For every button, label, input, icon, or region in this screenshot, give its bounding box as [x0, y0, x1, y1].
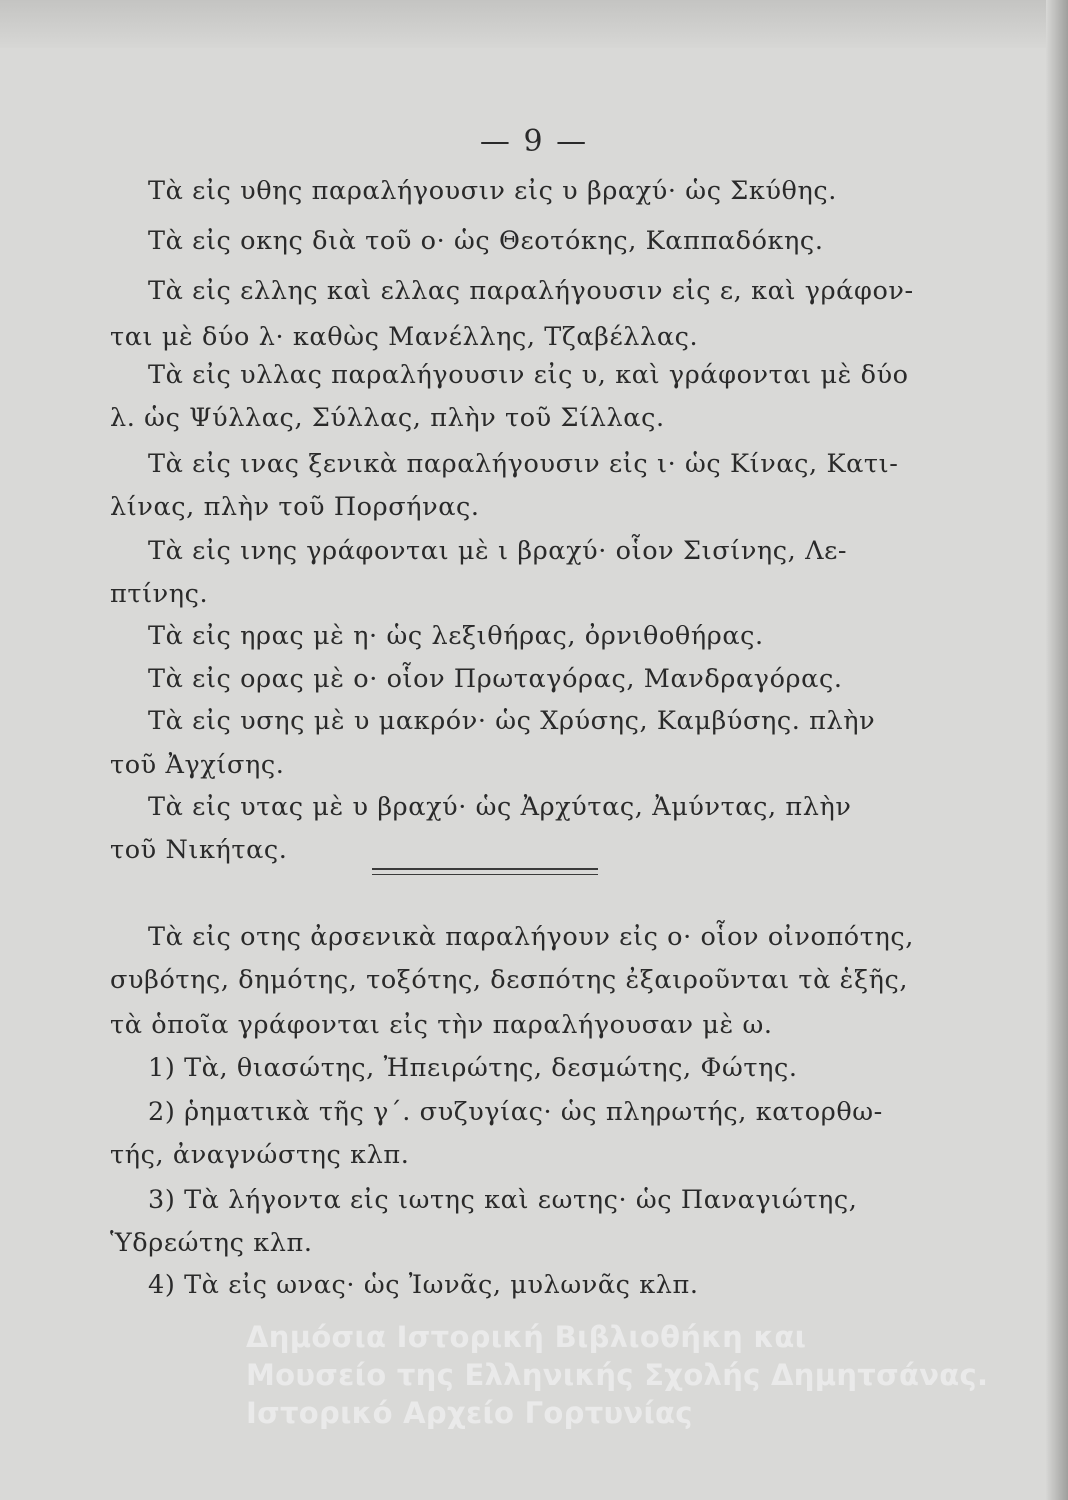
text-line: τοῦ Ἀγχίσης.: [110, 750, 285, 780]
text-line: Τὰ εἰς υθης παραλήγουσιν εἰς υ βραχύ· ὡς Σκύθης.: [148, 176, 837, 206]
list-item: 2) ῥηματικὰ τῆς γ΄. συζυγίας· ὡς πληρωτής, κατορθω-: [148, 1097, 883, 1127]
page-number: — 9 —: [479, 124, 589, 159]
text-line: Τὰ εἰς υτας μὲ υ βραχύ· ὡς Ἀρχύτας, Ἀμύντας, πλὴν: [148, 792, 852, 822]
list-item: 4) Τὰ εἰς ωνας· ὡς Ἰωνᾶς, μυλωνᾶς κλπ.: [148, 1270, 699, 1300]
text-line: Τὰ εἰς ηρας μὲ η· ὡς λεξιθήρας, ὀρνιθοθήρας.: [148, 621, 764, 651]
text-line: τοῦ Νικήτας.: [110, 835, 288, 865]
text-line: Τὰ εἰς ορας μὲ ο· οἷον Πρωταγόρας, Μανδραγόρας.: [148, 664, 843, 694]
text-line: πτίνης.: [110, 579, 209, 609]
watermark-line: Μουσείο της Ελληνικής Σχολής Δημητσάνας.: [246, 1358, 989, 1392]
text-line: Τὰ εἰς ινης γράφονται μὲ ι βραχύ· οἷον Σισίνης, Λε-: [148, 536, 848, 566]
page-top-shadow: [0, 0, 1068, 48]
text-line: Τὰ εἰς ελλης καὶ ελλας παραλήγουσιν εἰς ε, καὶ γράφον-: [148, 276, 914, 306]
text-line: λ. ὡς Ψύλλας, Σύλλας, πλὴν τοῦ Σίλλας.: [110, 403, 665, 433]
text-line: Τὰ εἰς ινας ξενικὰ παραλήγουσιν εἰς ι· ὡς Κίνας, Κατι-: [148, 449, 899, 479]
text-line: τής, ἀναγνώστης κλπ.: [110, 1140, 410, 1170]
text-line: Τὰ εἰς οτης ἀρσενικὰ παραλήγουν εἰς ο· οἷον οἰνοπότης,: [148, 922, 914, 952]
library-watermark: [246, 1318, 988, 1432]
text-line: Τὰ εἰς υλλας παραλήγουσιν εἰς υ, καὶ γράφονται μὲ δύο: [148, 360, 909, 390]
text-line: ται μὲ δύο λ· καθὼς Μανέλλης, Τζαβέλλας.: [110, 322, 699, 352]
text-line: Τὰ εἰς υσης μὲ υ μακρόν· ὡς Χρύσης, Καμβύσης. πλὴν: [148, 706, 876, 736]
section-divider: [372, 868, 598, 870]
page-right-shadow: [1046, 0, 1068, 1500]
text-line: συβότης, δημότης, τοξότης, δεσπότης ἐξαιροῦνται τὰ ἑξῆς,: [110, 965, 909, 995]
list-item: 1) Τὰ, θιασώτης, Ἠπειρώτης, δεσμώτης, Φώτης.: [148, 1053, 798, 1083]
list-item: 3) Τὰ λήγοντα εἰς ιωτης καὶ εωτης· ὡς Παναγιώτης,: [148, 1185, 858, 1215]
text-line: Ὑδρεώτης κλπ.: [110, 1228, 313, 1258]
section-divider: [372, 874, 598, 875]
watermark-line: Δημόσια Ιστορική Βιβλιοθήκη και: [246, 1320, 807, 1354]
text-line: τὰ ὁποῖα γράφονται εἰς τὴν παραλήγουσαν μὲ ω.: [110, 1010, 773, 1040]
text-line: Τὰ εἰς οκης διὰ τοῦ ο· ὡς Θεοτόκης, Καππαδόκης.: [148, 226, 824, 256]
watermark-line: Ιστορικό Αρχείο Γορτυνίας: [246, 1396, 693, 1430]
text-line: λίνας, πλὴν τοῦ Πορσήνας.: [110, 492, 480, 522]
